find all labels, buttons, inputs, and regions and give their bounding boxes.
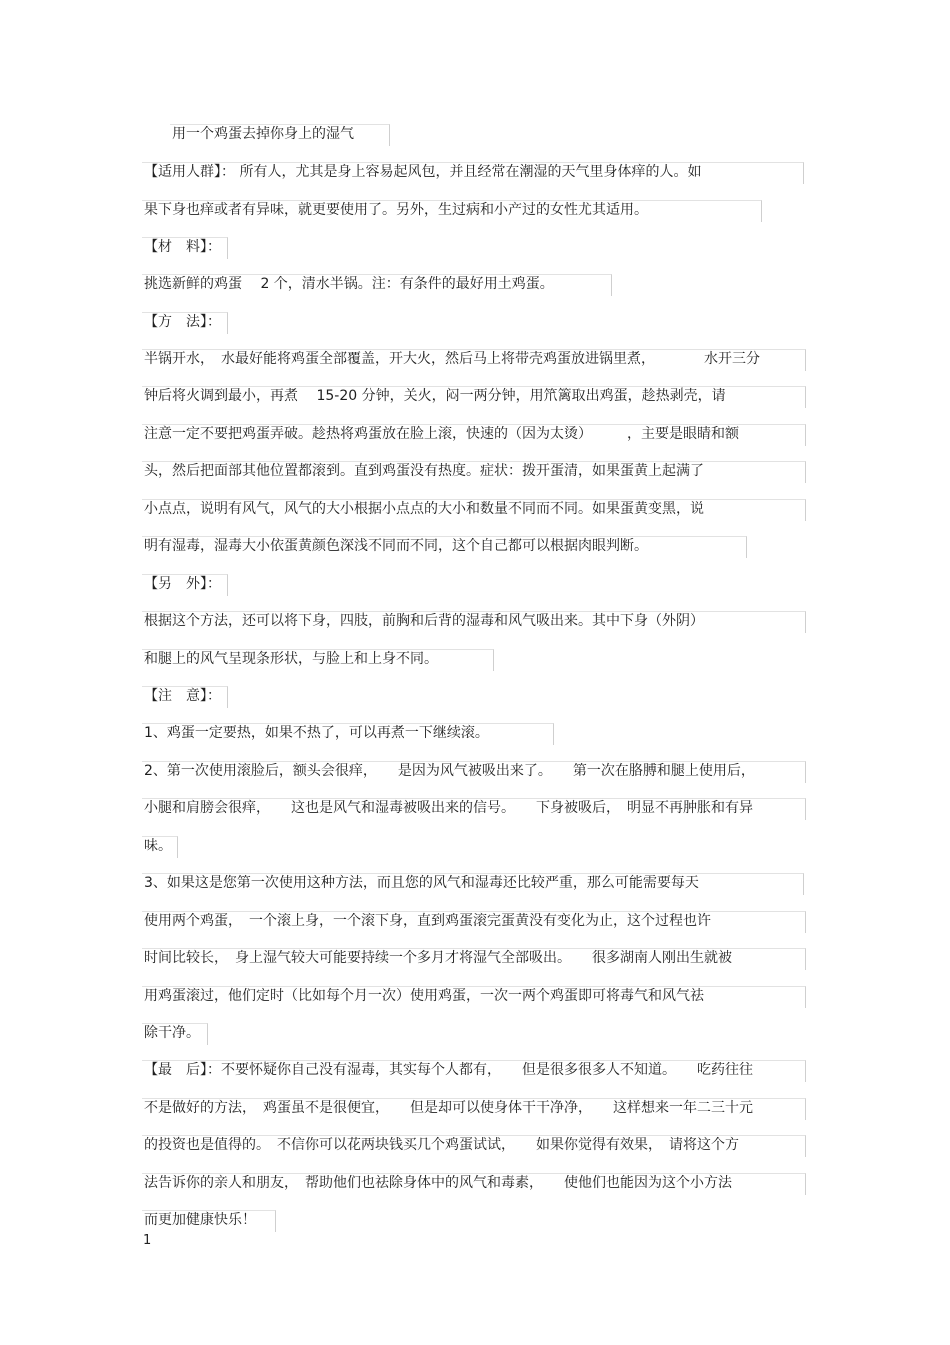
section-heading: 【另 外】： — [144, 576, 221, 592]
text-line: 半锅开水， 水最好能将鸡蛋全部覆盖，开大火，然后马上将带壳鸡蛋放进锅里煮， 水开三分 — [144, 351, 760, 367]
text-line: 和腿上的风气呈现条形状，与脸上和上身不同。 — [144, 651, 438, 667]
text-line: 头，然后把面部其他位置都滚到。直到鸡蛋没有热度。症状：拨开蛋清，如果蛋黄上起满了 — [144, 463, 704, 479]
text-line: 而更加健康快乐！ — [144, 1212, 256, 1228]
text-line: 不是做好的方法， 鸡蛋虽不是很便宜， 但是却可以使身体干干净净， 这样想来一年二三十元 — [144, 1100, 753, 1116]
text-line: 用鸡蛋滚过，他们定时（比如每个月一次）使用鸡蛋，一次一两个鸡蛋即可将毒气和风气祛 — [144, 988, 704, 1004]
text-line: 小点点，说明有风气，风气的大小根据小点点的大小和数量不同而不同。如果蛋黄变黑，说 — [144, 501, 704, 517]
section-heading: 【注 意】： — [144, 688, 221, 704]
text-line: 注意一定不要把鸡蛋弄破。趁热将鸡蛋放在脸上滚，快速的（因为太烫） ，主要是眼睛和额 — [144, 426, 739, 442]
text-line: 小腿和肩膀会很痒， 这也是风气和湿毒被吸出来的信号。 下身被吸后， 明显不再肿胀和有异 — [144, 800, 753, 816]
section-heading: 【方 法】： — [144, 314, 221, 330]
text-line: 根据这个方法，还可以将下身，四肢，前胸和后背的湿毒和风气吸出来。其中下身（外阴） — [144, 613, 704, 629]
text-line: 3、如果这是您第一次使用这种方法，而且您的风气和湿毒还比较严重，那么可能需要每天 — [144, 875, 699, 891]
text-line: 味。 — [144, 838, 172, 854]
text-line: 【适用人群】： 所有人，尤其是身上容易起风包，并且经常在潮湿的天气里身体痒的人。如 — [144, 164, 702, 180]
text-line: 的投资也是值得的。 不信你可以花两块钱买几个鸡蛋试试， 如果你觉得有效果， 请将这个方 — [144, 1137, 739, 1153]
text-line: 果下身也痒或者有异味，就更要使用了。另外，生过病和小产过的女性尤其适用。 — [144, 202, 648, 218]
section-heading: 【材 料】： — [144, 239, 221, 255]
text-line: 挑选新鲜的鸡蛋 2 个，清水半锅。注：有条件的最好用土鸡蛋。 — [144, 276, 554, 292]
text-line: 1、鸡蛋一定要热，如果不热了，可以再煮一下继续滚。 — [144, 725, 489, 741]
page-number: 1 — [143, 1233, 152, 1248]
text-line: 法告诉你的亲人和朋友， 帮助他们也祛除身体中的风气和毒素， 使他们也能因为这个小方法 — [144, 1175, 732, 1191]
text-line: 除干净。 — [144, 1025, 200, 1041]
text-line: 【最 后】：不要怀疑你自己没有湿毒，其实每个人都有， 但是很多很多人不知道。 吃药往往 — [144, 1062, 753, 1078]
text-line: 明有湿毒，湿毒大小依蛋黄颜色深浅不同而不同，这个自己都可以根据肉眼判断。 — [144, 538, 648, 554]
text-line: 钟后将火调到最小，再煮 15-20 分钟，关火，闷一两分钟，用笊篱取出鸡蛋，趁热剥壳，请 — [144, 388, 726, 404]
text-line: 使用两个鸡蛋， 一个滚上身，一个滚下身，直到鸡蛋滚完蛋黄没有变化为止，这个过程也许 — [144, 913, 711, 929]
text-line: 时间比较长， 身上湿气较大可能要持续一个多月才将湿气全部吸出。 很多湖南人刚出生就被 — [144, 950, 732, 966]
document-title: 用一个鸡蛋去掉你身上的湿气 — [172, 126, 354, 142]
text-line: 2、第一次使用滚脸后，额头会很痒， 是因为风气被吸出来了。 第一次在胳膊和腿上使用后， — [144, 763, 755, 779]
